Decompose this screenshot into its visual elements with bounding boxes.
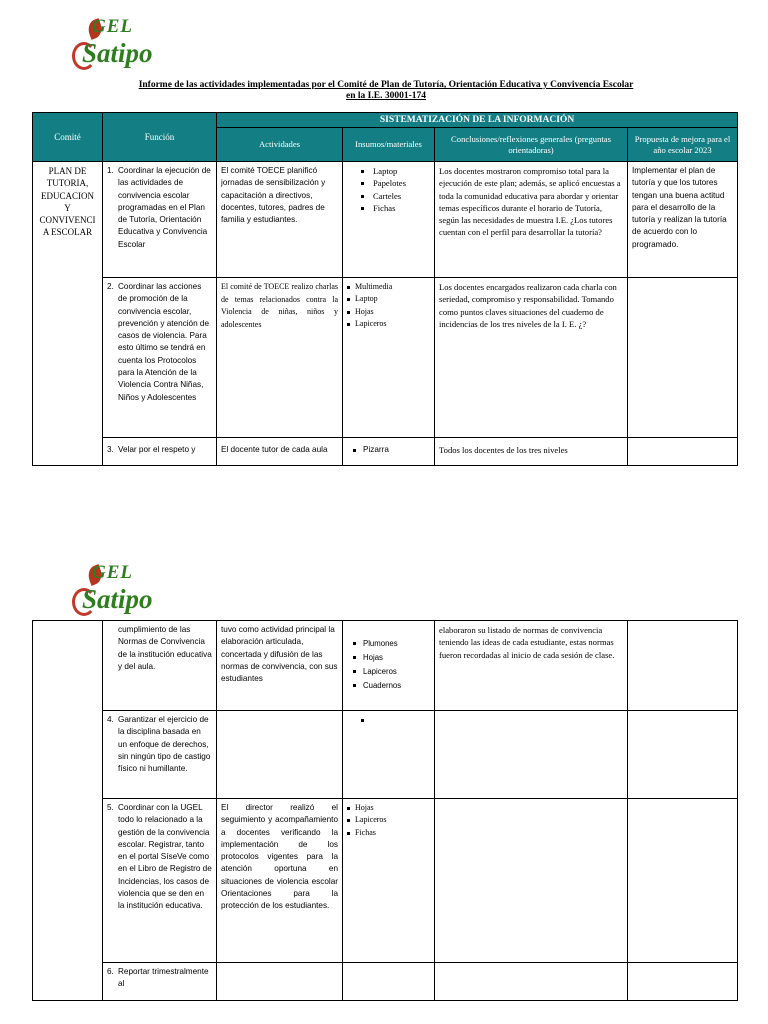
- insumos-list: [347, 637, 430, 693]
- row-number: 5.: [107, 803, 114, 812]
- table-row: [33, 278, 738, 438]
- logo-top-text: GEL: [92, 562, 133, 583]
- header-comite: Comité: [33, 113, 103, 162]
- list-item: Papelotes: [347, 177, 430, 189]
- list-item: Hojas: [347, 306, 430, 318]
- document-title: [96, 80, 676, 102]
- funcion-cell: [103, 621, 217, 711]
- list-item: Hojas: [347, 802, 430, 814]
- report-table-page-2: [32, 620, 738, 1001]
- ugel-satipo-logo: [72, 18, 158, 70]
- funcion-cell: [103, 278, 217, 438]
- header-insumos: Insumos/materiales: [343, 128, 435, 162]
- propuesta-cell: [628, 438, 738, 466]
- insumos-list: [347, 165, 430, 214]
- insumos-cell: [343, 162, 435, 278]
- actividades-cell: El comité de TOECE realizo charlas de temas relacionados contra la Violencia de niñas, niños y adolescentes: [217, 278, 343, 438]
- list-item: Laptop: [347, 293, 430, 305]
- header-conclusiones: Conclusiones/reflexiones generales (preguntas orientadoras): [435, 128, 628, 162]
- funcion-text: Coordinar con la UGEL todo lo relacionado a la gestión de la convivencia escolar. Registrar, tanto en el portal SíseVe como en el Libro de Registro de Incidencias, los casos de violencia que se den en la institución educativa.: [118, 803, 212, 911]
- funcion-text: cumplimiento de las Normas de Convivencia de la institución educativa y del aula.: [118, 625, 212, 671]
- propuesta-cell: [628, 621, 738, 711]
- title-line-2: en la I.E. 30001-174: [346, 91, 426, 101]
- actividades-cell: [217, 711, 343, 799]
- list-item: Fichas: [347, 827, 430, 839]
- list-item: Multimedia: [347, 281, 430, 293]
- actividades-cell: El director realizó el seguimiento y acompañamiento a docentes verificando la implementación de los protocolos vigentes para la atención oportuna en situaciones de violencia escolar Orientaciones para la protección de los estudiantes.: [217, 799, 343, 963]
- row-number: 4.: [107, 715, 114, 724]
- conclusiones-cell: elaboraron su listado de normas de convivencia teniendo las ideas de cada estudiante, estas normas fueron recordadas al inicio de cada sesión de clase.: [435, 621, 628, 711]
- logo-top-text: GEL: [92, 16, 133, 37]
- actividades-cell: El comité TOECE planificó jornadas de sensibilización y capacitación a directivos, docentes, tutores, padres de familia y estudiantes.: [217, 162, 343, 278]
- list-item: Cuadernos: [347, 679, 430, 693]
- table-row: [33, 438, 738, 466]
- list-item: Lapiceros: [347, 318, 430, 330]
- insumos-cell: [343, 278, 435, 438]
- comite-name: PLAN DE TUTORIA, EDUCACION Y CONVIVENCI A ESCOLAR: [33, 162, 103, 466]
- funcion-cell: [103, 438, 217, 466]
- funcion-text: Reportar trimestralmente al: [118, 967, 209, 989]
- funcion-cell: [103, 799, 217, 963]
- propuesta-cell: [628, 799, 738, 963]
- conclusiones-cell: Los docentes encargados realizaron cada charla con seriedad, compromiso y responsabilidad. Tomando como puntos claves situaciones del cuaderno de incidencias de los tres niveles de la I. E. ¿?: [435, 278, 628, 438]
- table-row: [33, 963, 738, 1001]
- list-item: Plumones: [347, 637, 430, 651]
- insumos-list: [347, 802, 430, 839]
- propuesta-cell: [628, 278, 738, 438]
- header-sistematizacion: SISTEMATIZACIÓN DE LA INFORMACIÓN: [217, 113, 738, 128]
- list-item: Lapiceros: [347, 665, 430, 679]
- list-item: Pizarra: [347, 444, 430, 456]
- list-item: Lapiceros: [347, 814, 430, 826]
- insumos-list: [347, 281, 430, 330]
- funcion-cell: [103, 711, 217, 799]
- header-propuesta: Propuesta de mejora para el año escolar 2023: [628, 128, 738, 162]
- logo-bottom-text: Satipo: [82, 584, 153, 614]
- table-row: [33, 711, 738, 799]
- insumos-cell: [343, 799, 435, 963]
- table-row: [33, 621, 738, 711]
- header-actividades: Actividades: [217, 128, 343, 162]
- list-item: Hojas: [347, 651, 430, 665]
- row-number: 6.: [107, 967, 114, 976]
- propuesta-cell: [628, 963, 738, 1001]
- funcion-text: Coordinar las acciones de promoción de la convivencia escolar, prevención y atención de casos de violencia. Para esto último se tendrá en cuenta los Protocolos para la Atención de la Violencia Contra Niñas, Niños y Adolescentes: [118, 282, 210, 402]
- conclusiones-cell: Los docentes mostraron compromiso total para la ejecución de este plan; además, se aplicó encuestas a toda la comunidad educativa para abordar y orientar temas específicos durante el horario de Tutoría, según las necesidades de muestra I.E. ¿Los tutores cuentan con el perfil para desarrollar la tutoría?: [435, 162, 628, 278]
- propuesta-cell: Implementar el plan de tutoría y que los tutores tengan una buena actitud para el desarrollo de la tutoría y realizan la tutoría de acuerdo con lo programado.: [628, 162, 738, 278]
- insumos-cell: [343, 963, 435, 1001]
- title-line-1: Informe de las actividades implementadas por el Comité de Plan de Tutoría, Orientación Educativa y Convivencia Escolar: [138, 80, 634, 90]
- propuesta-cell: [628, 711, 738, 799]
- header-funcion: Función: [103, 113, 217, 162]
- row-number: [107, 624, 118, 673]
- funcion-text: Garantizar el ejercicio de la disciplina basada en un enfoque de derechos, sin ningún tipo de castigo físico ni humillante.: [118, 715, 211, 774]
- funcion-cell: [103, 963, 217, 1001]
- row-number: 2.: [107, 282, 114, 291]
- insumos-cell: [343, 621, 435, 711]
- actividades-cell: [217, 963, 343, 1001]
- page-2: [0, 512, 768, 1024]
- table-row: [33, 162, 738, 278]
- conclusiones-cell: [435, 711, 628, 799]
- row-number: 1.: [107, 166, 114, 175]
- comite-cell-empty: [33, 621, 103, 1001]
- conclusiones-cell: [435, 963, 628, 1001]
- actividades-cell: tuvo como actividad principal la elaboración articulada, concertada y difusión de las normas de convivencia, con sus estudiantes: [217, 621, 343, 711]
- funcion-text: Velar por el respeto y: [118, 445, 196, 454]
- actividades-cell: El docente tutor de cada aula: [217, 438, 343, 466]
- insumos-cell: [343, 711, 435, 799]
- table-row: [33, 799, 738, 963]
- conclusiones-cell: Todos los docentes de los tres niveles: [435, 438, 628, 466]
- funcion-cell: [103, 162, 217, 278]
- logo-bottom-text: Satipo: [82, 38, 153, 68]
- conclusiones-cell: [435, 799, 628, 963]
- list-item: Fichas: [347, 202, 430, 214]
- funcion-text: Coordinar la ejecución de las actividades de convivencia escolar programadas en el Plan de Tutoría, Orientación Educativa y Convivencia Escolar: [118, 166, 211, 249]
- insumos-cell: [343, 438, 435, 466]
- row-number: 3.: [107, 445, 114, 454]
- list-item: Carteles: [347, 190, 430, 202]
- list-item: Laptop: [347, 165, 430, 177]
- report-table-page-1: [32, 112, 738, 466]
- insumos-list: [347, 444, 430, 456]
- ugel-satipo-logo: [72, 564, 158, 616]
